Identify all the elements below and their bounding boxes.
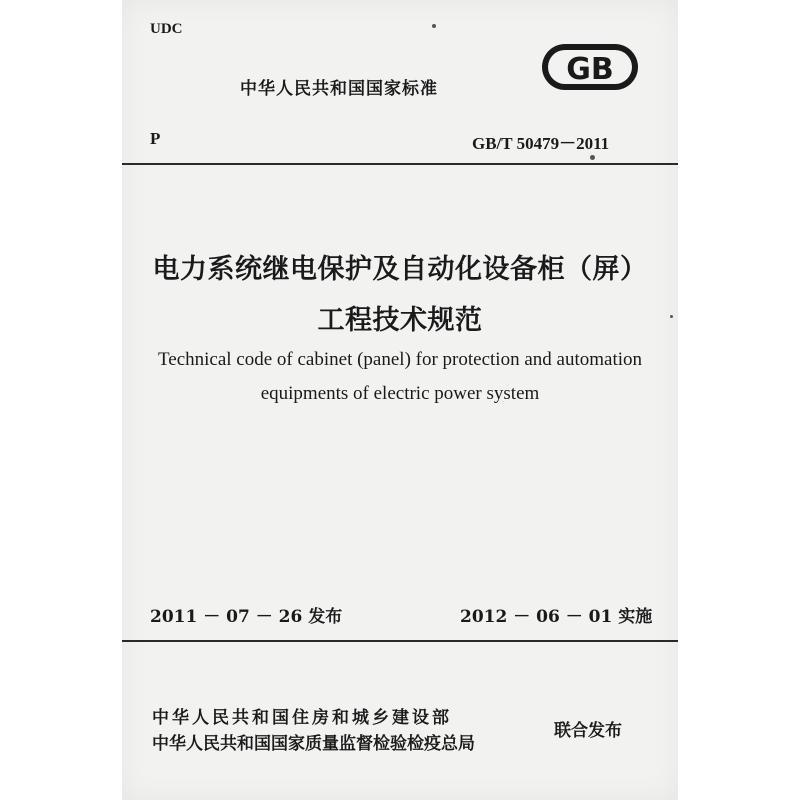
top-divider [122,163,678,165]
print-speck [432,24,436,28]
udc-label: UDC [150,21,183,37]
print-speck [590,155,595,160]
issue-date: 2011 － 07 － 26 发布 [150,607,343,627]
standard-cover [122,0,678,800]
publisher-line2: 中华人民共和国国家质量监督检验检疫总局 [152,734,475,754]
title-cn-line2: 工程技术规范 [317,305,483,336]
title-en-line1: Technical code of cabinet (panel) for protection and automation [157,349,643,370]
print-speck [670,315,673,318]
publisher-line1: 中华人民共和国住房和城乡建设部 [152,708,452,728]
standard-number: GB/T 50479－2011 [472,134,610,153]
joint-publish-label: 联合发布 [554,721,622,741]
bottom-divider [122,640,678,642]
gb-logo-text: GB [566,52,614,87]
gb-logo [540,42,640,92]
implementation-date: 2012 － 06 － 01 实施 [460,607,653,627]
category-code: P [150,129,161,148]
standard-type: 中华人民共和国国家标准 [240,79,438,99]
title-en-line2: equipments of electric power system [260,383,540,404]
title-cn-line1: 电力系统继电保护及自动化设备柜（屏） [152,254,648,285]
